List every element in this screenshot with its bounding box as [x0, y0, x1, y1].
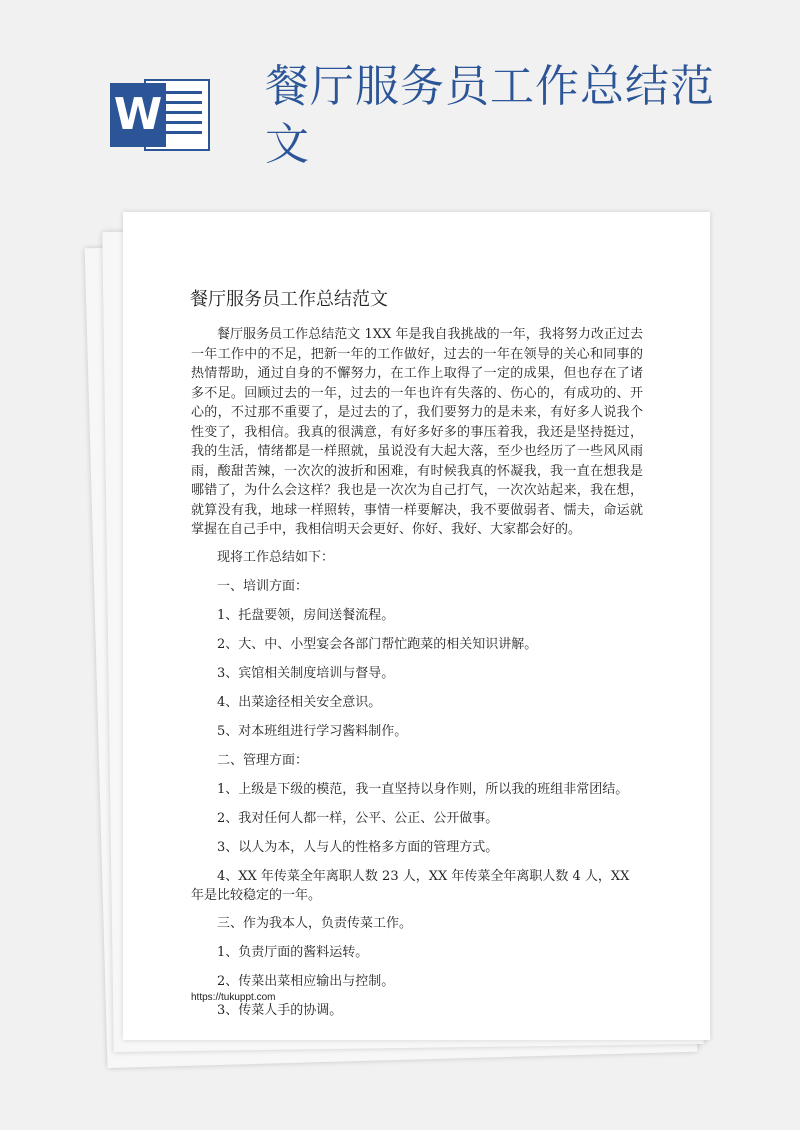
word-doc-icon [110, 75, 212, 155]
list-item: 1、负责厅面的酱料运转。 [217, 944, 369, 960]
word-icon-letter: W [110, 83, 166, 147]
list-item: 3、以人为本，人与人的性格多方面的管理方式。 [217, 839, 499, 855]
list-item: 1、上级是下级的模范，我一直坚持以身作则，所以我的班组非常团结。 [217, 781, 629, 797]
list-item: 4、XX 年传菜全年离职人数 23 人，XX 年传菜全年离职人数 4 人，XX 年是比较稳定的一年。 [191, 868, 630, 903]
footer-url: https://tukuppt.com [191, 992, 276, 1003]
banner [0, 0, 800, 200]
paragraph: 现将工作总结如下： [217, 549, 335, 565]
intro-paragraph: 餐厅服务员工作总结范文 1XX 年是我自我挑战的一年，我将努力改正过去一年工作中的不足，把新一年的工作做好，过去的一年在领导的关心和同事的热情帮助，通过自身的不懈努力，在工作上取得了一定的成果，但也存在了诸多不足。回顾过去的一年，过去的一年也许有失落的、伤心的，有成功的、开心的，不过那不重要了，是过去的了，我们要努力的是未来，有好多人说我个性变了，我相信。我真的很满意，有好多好多的事压着我，我还是坚持挺过，我的生活，情绪都是一样照就，虽说没有大起大落，至少也经历了一些风风雨雨，酸甜苦辣，一次次的波折和困难，有时候我真的怀凝我，我一直在想我是哪错了，为什么会这样？我也是一次次为自己打气，一次次站起来，我在想，就算没有我，地球一样照转，事情一样要解决，我不要做弱者、懦夫，命运就掌握在自己手中，我相信明天会更好、你好、我好、大家都会好的。 [191, 327, 643, 537]
section-heading: 一、培训方面： [217, 578, 309, 594]
list-item: 2、我对任何人都一样，公平、公正、公开做事。 [217, 810, 499, 826]
document-page [123, 212, 710, 1040]
document-title: 餐厅服务员工作总结范文 [190, 289, 388, 310]
list-item: 3、传菜人手的协调。 [217, 1002, 343, 1018]
list-item: 5、对本班组进行学习酱料制作。 [217, 723, 408, 739]
list-item: 3、宾馆相关制度培训与督导。 [217, 665, 395, 681]
section-heading: 三、作为我本人，负责传菜工作。 [217, 915, 413, 931]
section-heading: 二、管理方面： [217, 752, 309, 768]
document-body [191, 325, 643, 1030]
list-item: 1、托盘要领，房间送餐流程。 [217, 607, 395, 623]
list-item: 2、传菜出菜相应输出与控制。 [217, 973, 395, 989]
list-item: 4、出菜途径相关安全意识。 [217, 694, 382, 710]
list-item: 2、大、中、小型宴会各部门帮忙跑菜的相关知识讲解。 [217, 636, 538, 652]
banner-title: 餐厅服务员工作总结范文 [265, 61, 715, 170]
